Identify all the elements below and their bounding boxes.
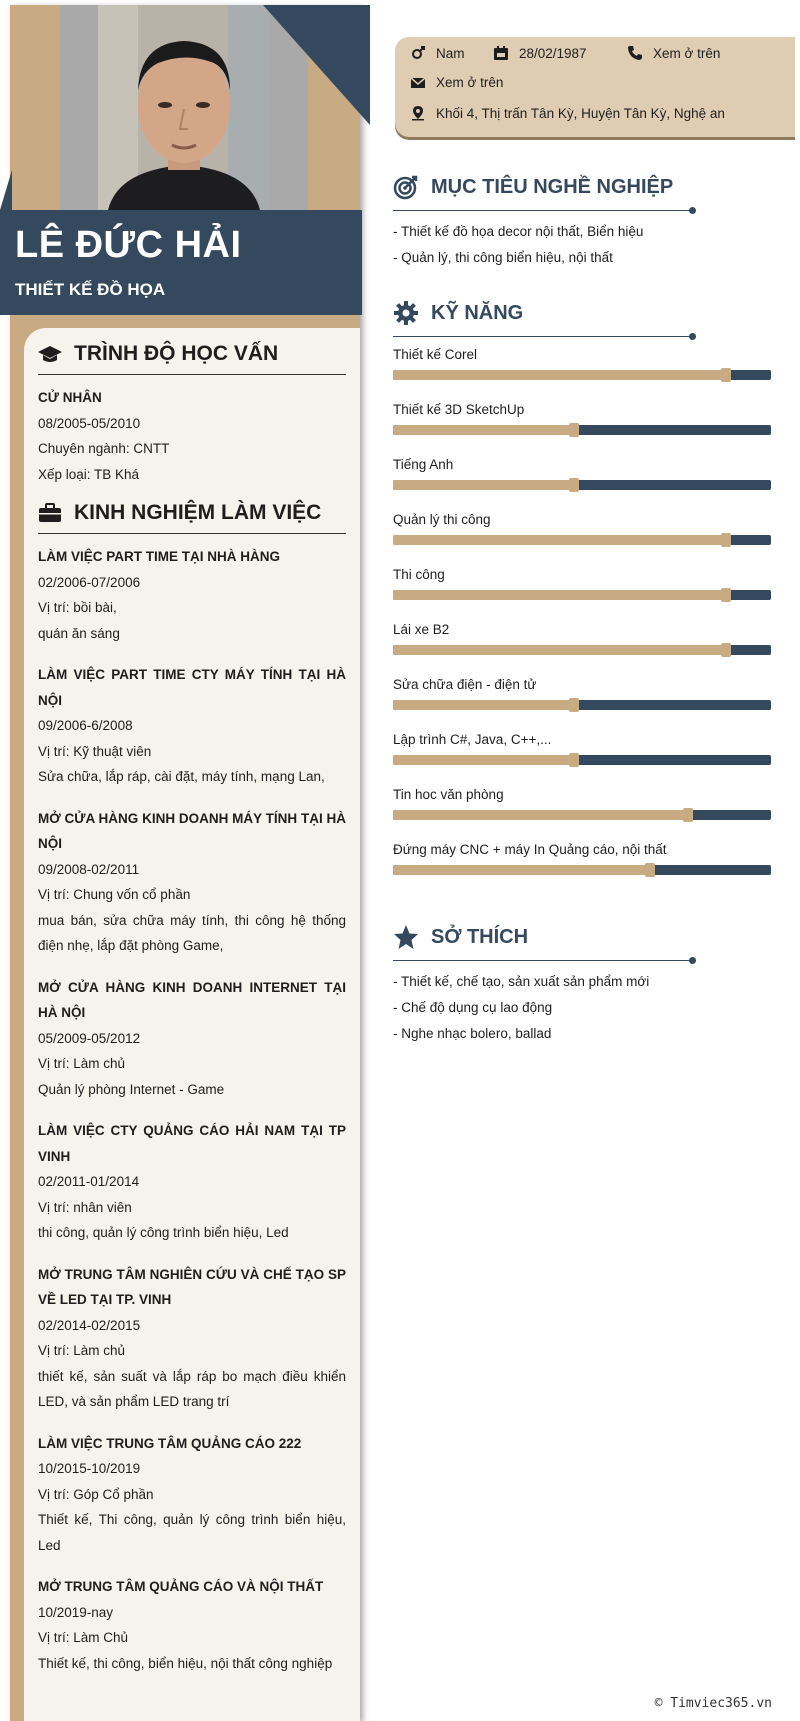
skill-row	[393, 782, 771, 837]
experience-position: Vị trí: Chung vốn cổ phần	[38, 887, 191, 902]
hobbies-heading	[393, 920, 693, 954]
experience-title: LÀM VIỆC PART TIME CTY MÁY TÍNH TẠI HÀ NỘI	[38, 667, 346, 708]
skill-bar-fill	[393, 700, 574, 710]
skill-bar	[393, 700, 771, 710]
avatar	[98, 5, 270, 210]
skill-bar-fill	[393, 755, 574, 765]
skill-name: Tiếng Anh	[393, 457, 454, 472]
skill-bar-fill	[393, 865, 650, 875]
skill-name: Thiết kế Corel	[393, 347, 478, 362]
skill-bar	[393, 590, 771, 600]
skill-row	[393, 727, 771, 782]
skill-name: Tin hoc văn phòng	[393, 787, 504, 802]
experience-item	[24, 1118, 360, 1246]
skill-row	[393, 672, 771, 727]
experience-period: 02/2014-02/2015	[38, 1317, 141, 1333]
skill-row	[393, 507, 771, 562]
birthday-item	[493, 45, 587, 61]
experience-period: 05/2009-05/2012	[38, 1030, 141, 1046]
education-heading	[38, 342, 346, 375]
birthday-value: 28/02/1987	[519, 45, 587, 61]
experience-position: Vị trí: Kỹ thuật viên	[38, 743, 152, 759]
corner-ribbon	[263, 5, 370, 125]
calendar-icon	[493, 45, 509, 61]
skill-bar	[393, 865, 771, 875]
experience-item	[24, 1262, 360, 1415]
envelope-icon	[410, 76, 426, 90]
skill-bar	[393, 810, 771, 820]
skill-bar-knob	[721, 368, 731, 382]
briefcase-icon	[38, 503, 62, 523]
experience-item	[24, 1574, 360, 1676]
skills-heading	[393, 296, 693, 330]
skill-bar-fill	[393, 425, 574, 435]
address-value: Khối 4, Thị trấn Tân Kỳ, Huyện Tân Kỳ, Nghệ an	[436, 105, 725, 121]
experience-heading-label: KINH NGHIỆM LÀM VIỆC	[74, 501, 322, 524]
education-block	[24, 385, 360, 487]
skill-bar-fill	[393, 810, 688, 820]
skill-bar-fill	[393, 590, 726, 600]
skill-bar-knob	[569, 753, 579, 767]
skill-name: Thiết kế 3D SketchUp	[393, 402, 525, 417]
skill-bar	[393, 480, 771, 490]
experience-title: LÀM VIỆC TRUNG TÂM QUẢNG CÁO 222	[38, 1435, 302, 1451]
experience-title: MỞ CỬA HÀNG KINH DOANH MÁY TÍNH TẠI HÀ NỘI	[38, 810, 346, 851]
skill-bar	[393, 645, 771, 655]
gender-item	[410, 45, 465, 61]
skill-bar-knob	[569, 478, 579, 492]
skill-row	[393, 837, 771, 892]
experience-title: MỞ CỬA HÀNG KINH DOANH INTERNET TẠI HÀ NỘI	[38, 979, 346, 1020]
hobby-item: - Nghe nhạc bolero, ballad	[393, 1026, 552, 1041]
skill-bar-knob	[569, 698, 579, 712]
skill-bar	[393, 425, 771, 435]
skill-name: Sửa chữa điện - điện tử	[393, 677, 537, 692]
skill-bar	[393, 535, 771, 545]
target-icon	[393, 174, 419, 200]
skill-name: Lái xe B2	[393, 622, 450, 637]
skill-bar-fill	[393, 370, 726, 380]
phone-icon	[627, 45, 643, 61]
skills-list	[393, 342, 771, 892]
experience-period: 09/2006-6/2008	[38, 718, 133, 733]
skill-name: Quản lý thi công	[393, 512, 491, 527]
name-tab	[0, 170, 12, 210]
objective-heading	[393, 170, 693, 204]
experience-desc: thiết kế, sản suất và lắp ráp bo mạch điều khiển LED, và sản phẩm LED trang trí	[38, 1368, 346, 1409]
experience-desc: Quản lý phòng Internet - Game	[38, 1081, 225, 1097]
education-heading-label: TRÌNH ĐỘ HỌC VẤN	[74, 342, 279, 365]
skill-bar	[393, 370, 771, 380]
experience-item	[24, 975, 360, 1103]
experience-period: 02/2006-07/2006	[38, 574, 141, 590]
skill-row	[393, 397, 771, 452]
skill-name: Lập trình C#, Java, C++,...	[393, 732, 552, 747]
experience-position: Vị trí: Làm Chủ	[38, 1630, 129, 1645]
skill-bar-knob	[645, 863, 655, 877]
experience-title: LÀM VIỆC PART TIME TẠI NHÀ HÀNG	[38, 549, 280, 564]
skill-name: Thi công	[393, 567, 445, 582]
skill-bar-knob	[721, 588, 731, 602]
experience-desc: Sửa chữa, lắp ráp, cài đặt, máy tính, mạng Lan,	[38, 769, 325, 784]
experience-desc: mua bán, sửa chữa máy tính, thi công hệ thống điện nhẹ, lắp đặt phòng Game,	[38, 912, 346, 953]
email-item	[410, 75, 503, 90]
objective-divider	[393, 210, 693, 211]
experience-title: MỞ TRUNG TÂM NGHIÊN CỨU VÀ CHẾ TẠO SP VỀ LED TẠI TP. VINH	[38, 1266, 346, 1307]
skill-row	[393, 562, 771, 617]
education-degree: CỬ NHÂN	[38, 390, 102, 405]
gear-icon	[393, 300, 419, 326]
person-photo-icon	[98, 5, 270, 210]
objective-section	[393, 170, 693, 271]
skills-section	[393, 296, 693, 337]
skill-row	[393, 452, 771, 507]
experience-desc: Thiết kế, thi công, biển hiệu, nội thất công nghiệp	[38, 1655, 333, 1671]
gender-value: Nam	[436, 45, 465, 61]
skill-bar-knob	[569, 423, 579, 437]
experience-period: 10/2015-10/2019	[38, 1461, 141, 1476]
experience-heading	[38, 501, 346, 534]
experience-item	[24, 1431, 360, 1559]
hobbies-heading-label: SỞ THÍCH	[431, 925, 529, 948]
hobbies-section	[393, 920, 693, 1047]
skill-bar-fill	[393, 645, 726, 655]
experience-item	[24, 662, 360, 790]
photo-stripe-left	[60, 5, 98, 210]
experience-position: Vị trí: bồi bài,	[38, 600, 117, 615]
experience-period: 09/2008-02/2011	[38, 861, 140, 877]
education-grade: Xếp loại: TB Khá	[38, 466, 140, 482]
objective-heading-label: MỤC TIÊU NGHỀ NGHIỆP	[431, 175, 674, 198]
experience-title: LÀM VIỆC CTY QUẢNG CÁO HẢI NAM TẠI TP VINH	[38, 1123, 346, 1164]
left-panel	[24, 328, 360, 1721]
skill-bar-fill	[393, 535, 726, 545]
skill-row	[393, 617, 771, 672]
footer-watermark: © Timviec365.vn	[654, 1696, 772, 1711]
experience-position: Vị trí: Góp Cổ phần	[38, 1486, 154, 1502]
experience-desc: Thiết kế, Thi công, quản lý công trình biển hiệu, Led	[38, 1512, 346, 1553]
experience-list	[24, 544, 360, 1676]
phone-item	[627, 45, 720, 61]
location-pin-icon	[410, 105, 426, 121]
skill-bar-fill	[393, 480, 574, 490]
graduation-cap-icon	[38, 344, 62, 364]
education-period: 08/2005-05/2010	[38, 415, 141, 431]
experience-period: 02/2011-01/2014	[38, 1174, 140, 1189]
hobby-item: - Chế độ dụng cụ lao động	[393, 1000, 553, 1015]
full-name: LÊ ĐỨC HẢI	[15, 224, 242, 266]
hobbies-list	[393, 969, 693, 1047]
objective-item: - Quản lý, thi công biển hiệu, nội thất	[393, 250, 613, 265]
hobbies-divider	[393, 960, 693, 961]
star-icon	[393, 924, 419, 950]
hobby-item: - Thiết kế, chế tạo, sản xuất sản phẩm mới	[393, 974, 650, 989]
experience-period: 10/2019-nay	[38, 1604, 114, 1620]
skills-heading-label: KỸ NĂNG	[431, 301, 524, 324]
email-value: Xem ở trên	[436, 75, 504, 90]
skill-bar	[393, 755, 771, 765]
experience-item	[24, 544, 360, 646]
job-title: THIẾT KẾ ĐỒ HỌA	[15, 280, 166, 299]
phone-value: Xem ở trên	[653, 45, 721, 61]
skill-row	[393, 342, 771, 397]
address-item	[410, 105, 725, 121]
skill-bar-knob	[721, 533, 731, 547]
objective-item: - Thiết kế đồ họa decor nội thất, Biển hiệu	[393, 224, 644, 239]
experience-desc: quán ăn sáng	[38, 625, 120, 641]
skills-divider	[393, 336, 693, 337]
experience-title: MỞ TRUNG TÂM QUẢNG CÁO VÀ NỘI THẤT	[38, 1579, 324, 1594]
education-major: Chuyên ngành: CNTT	[38, 441, 170, 456]
skill-bar-knob	[721, 643, 731, 657]
skill-name: Đứng máy CNC + máy In Quảng cáo, nội thất	[393, 842, 667, 857]
experience-position: Vị trí: Làm chủ	[38, 1056, 126, 1071]
experience-desc: thi công, quản lý công trình biển hiệu, Led	[38, 1225, 289, 1240]
experience-item	[24, 806, 360, 959]
experience-position: Vị trí: nhân viên	[38, 1199, 132, 1215]
gender-icon	[410, 45, 426, 61]
objective-list	[393, 219, 693, 271]
experience-position: Vị trí: Làm chủ	[38, 1343, 126, 1358]
skill-bar-knob	[683, 808, 693, 822]
